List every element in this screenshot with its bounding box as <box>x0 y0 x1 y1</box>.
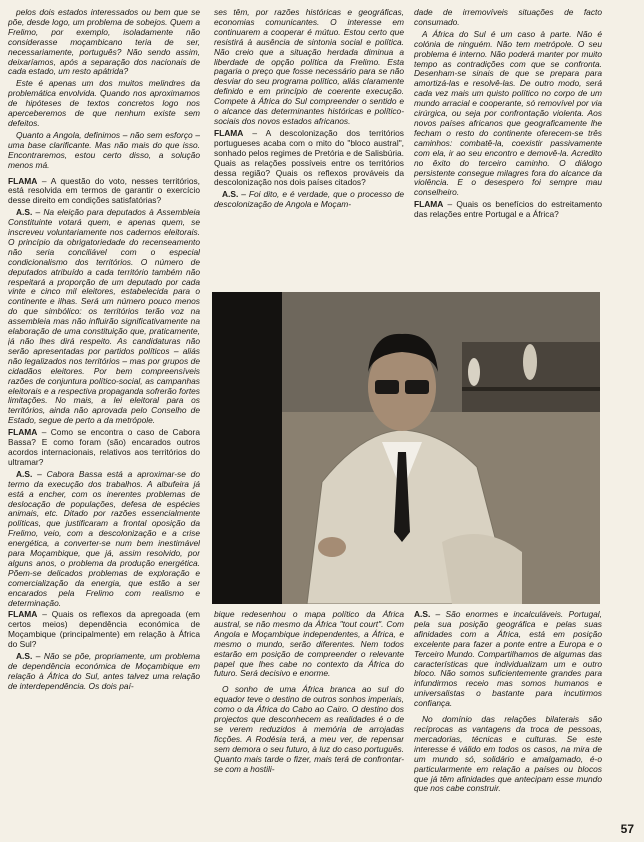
answer-paragraph: A.S. – Não se põe, propriamente, um problema de dependência económica de Moçambique em relação à África do Sul, antes talvez uma relação de interdependência. Os dois paí- <box>8 651 200 691</box>
column-5 <box>414 610 602 840</box>
speaker-label: A.S. <box>16 468 33 479</box>
column-2 <box>214 8 404 283</box>
speaker-label: FLAMA <box>8 427 38 438</box>
paragraph: bique redesenhou o mapa político da África austral, se não mesmo da África "tout court". Com Angola e Moçambique independentes, a África, e mesmo o mundo, serão diferentes. Nem todos estarão em posição de compreender o relevante papel que lhes cabe no contexto da África do futuro. Será decisivo e enorme. <box>214 610 404 679</box>
column-1 <box>8 8 200 830</box>
paragraph: ses têm, por razões históricas e geográficas, economias comunicantes. O interesse em continuarem a cooperar é mútuo. Estou certo que resistirá à ausência de sintonia social e política. Não creio que a situação herdada diminua a liberdade de opção política da Frelimo. Esta pagaria o preço que fosse necessário para se não desviar do seu programa político, aliás claramente definido e em princípio de coerente execução. Compete à África do Sul compreender o sentido e o alcance das determinantes históricas e político-sociais dos novos estados africanos. <box>214 8 404 126</box>
paragraph: No domínio das relações bilaterais são recíprocas as vantagens da troca de pessoas, mercadorias, técnicas e culturas. Se este interesse é válido em todos os casos, na mira de um mundo só, solidário e amalgamado, é-o particularmente em relação a países ou blocos que já têm afinidades que antecipam esse mundo que nos cabe construir. <box>414 714 602 794</box>
column-3 <box>414 8 602 283</box>
speaker-label: A.S. <box>222 189 239 200</box>
answer-paragraph: A.S. – Cabora Bassa está a aproximar-se do termo da execução dos trabalhos. A albufeira já está a encher, com os inerentes problemas de deslocação de populações, defesa de espécies animais, etc. Ditado por razões essencialmente políticas, que justificaram a frontal oposição da Frelimo, veio, com a descolonização e a crise energética, a converter-se num bem inestimável para Moçambique, que já, assim resolvido, por alguns anos, o problema da produção energética. Põem-se delicados problemas de exploração e comercialização da energia, que estão a ser encarados pela Frelimo com realismo e determinação. <box>8 468 200 608</box>
speaker-label: FLAMA <box>8 175 38 186</box>
paragraph: pelos dois estados interessados ou bem que se põe, desde logo, um problema de sobejos. Quem a Frelimo, por exemplo, isoladamente não considerasse moçambicano teria de ser, necessariamente, português? Não sendo assim, deixaríamos, após a separação dos nacionais de cada estado, um resto apátrida? <box>8 8 200 77</box>
question-paragraph: FLAMA – Quais os benefícios do estreitamento das relações entre Portugal e a África? <box>414 199 602 220</box>
page-number: 57 <box>620 822 634 836</box>
paragraph: Quanto a Angola, definimos – não sem esforço – uma base clarificante. Mas não mais do que isso. Encontraremos, estou certo disso, a solução menos má. <box>8 129 200 170</box>
question-paragraph: FLAMA – Como se encontra o caso de Cabora Bassa? E como foram (são) encarados outros acordos internacionais, relativos aos territórios do ultramar? <box>8 427 200 467</box>
column-4 <box>214 610 404 840</box>
paragraph: Este é apenas um dos muitos melindres da problemática envolvida. Quando nos aproximamos de hipóteses de textos concretos logo nos aperceberemos de que nenhum existe sem defeitos. <box>8 78 200 128</box>
speaker-label: A.S. <box>414 610 431 619</box>
speaker-label: FLAMA <box>414 199 444 210</box>
paragraph: O sonho de uma África branca ao sul do equador teve o destino de outros sonhos imperiais, como o da África do Cabo ao Cairo. O destino dos projectos que desconhecem as realidades é o de se verem reduzidos à memória de arrojadas ficções. A Rodésia terá, a meu ver, de repensar sem demora o seu futuro, à luz do caso português. Quanto mais tarde o fizer, mais terá de confrontar-se com a hostili- <box>214 684 404 774</box>
question-paragraph: FLAMA – Quais os reflexos da apregoada (em certos meios) dependência económica de Moçambique (principalmente) em relação à África do Sul? <box>8 609 200 650</box>
paragraph: A África do Sul é um caso à parte. Não é colónia de ninguém. Não tem metrópole. O seu problema é interno. Não poderá manter por muito tempo as contradições com que se confronta. Desenham-se sinais de que se prepara para amortizá-las e resolvê-las. De outro modo, será cada vez mais um quisto político no corpo de um mundo arracial e cooperante, só removível por via cirúrgica, ou seja por confrontação violenta. Aos novos países africanos que geograficamente lhe fecham o resto do continente oferecem-se três caminhos: combatê-la, coexistir passivamente com ela, ir ao seu encontro e demovê-la. Acredito no êxito do terceiro caminho. O diálogo persistente consegue milagres fora do alcance da violência. E o desespero foi sempre mau conselheiro. <box>414 28 602 198</box>
answer-paragraph: A.S. – São enormes e incalculáveis. Portugal, pela sua posição geográfica e pelas suas afinidades com a África, está em posição excelente para fazer a ponte entre a Europa e o Terceiro Mundo. Compartilhamos de algumas das características que individualizam um e outro bloco. Não somos suficientemente grandes para infundirmos receio mas somos humanos e universalistas o bastante para incutirmos confiança. <box>414 610 602 709</box>
speaker-label: A.S. <box>16 207 33 218</box>
answer-paragraph: A.S. – Na eleição para deputados à Assembleia Constituinte votará quem, e apenas quem, se inscreveu voluntariamente nos cadernos eleitorais. O princípio da obrigatoriedade do recenseamento não seria conciliável com o especial condicionalismo dos territórios. O número de deputados atribuído a cada território também não respeitará a proporção de um deputado por cada vinte e cinco mil eleitores, estabelecida para o continente e ilhas. Será um número pouco menos do que simbólico: os territórios terão voz na assembleia mas não influirão significativamente na elaboração de uma constituição que, praticamente, já não lhes dirá respeito. As candidaturas não serão apresentadas por partidos políticos – aliás não legalizados nos territórios – mas por grupos de cidadãos eleitores. Por bem compreensíveis razões de conjuntura político-social, as campanhas eleitorais e a respectiva propaganda sofrerão fortes limitações. No mais, a lei eleitoral para os territórios, ainda não aprovada pelo Conselho de Estado, segue de perto a da metrópole. <box>8 207 200 426</box>
speaker-label: A.S. <box>16 651 33 662</box>
paragraph: dade de irremovíveis situações de facto consumado. <box>414 8 602 27</box>
speaker-label: FLAMA <box>214 127 244 138</box>
answer-paragraph: A.S. – Foi dito, e é verdade, que o processo de descolonização de Angola e Moçam- <box>214 189 404 210</box>
question-paragraph: FLAMA – A questão do voto, nesses territórios, está resolvida em termos de garantir o exercício desse direito em condições satisfatórias? <box>8 175 200 206</box>
interview-photo <box>212 292 600 604</box>
photo-illustration <box>212 292 600 604</box>
question-paragraph: FLAMA – A descolonização dos territórios portugueses acaba com o mito do "bloco austral", sonhado pelos regimes de Pretória e de Salisbúria. Quais as relações possíveis entre os territórios dessa região? Quais os reflexos prováveis da descolonização nos dois países citados? <box>214 127 404 188</box>
speaker-label: FLAMA <box>8 609 38 620</box>
